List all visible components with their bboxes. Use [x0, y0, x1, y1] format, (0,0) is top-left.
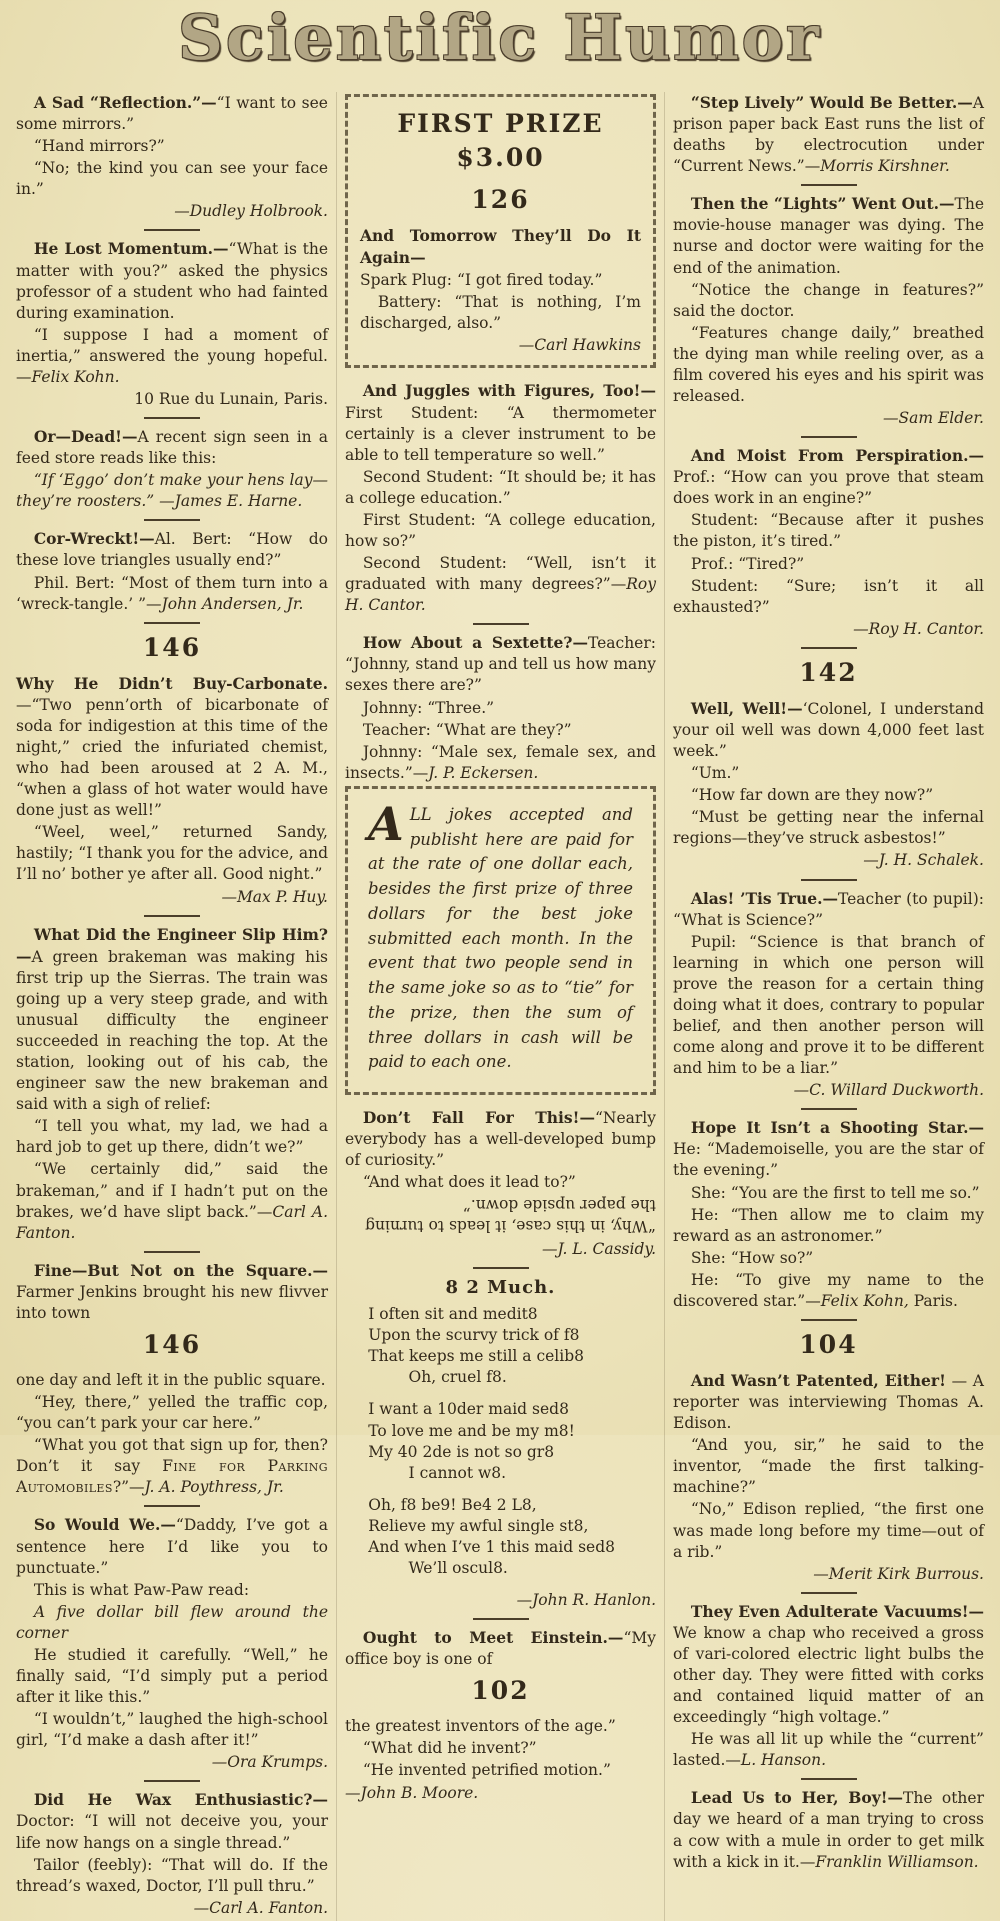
joke-paragraph: She: “You are the first to tell me so.” — [690, 1183, 980, 1202]
joke-why-he-didnt-buy-carbonate — [16, 631, 328, 908]
joke-paragraph: And Moist From Perspiration.—Prof.: “How can you prove that steam does work in an engine?” — [673, 446, 984, 508]
signature-line: —J. L. Cassidy. — [541, 1239, 656, 1258]
joke-paragraph: Or—Dead!—A recent sign seen in a feed store reads like this: — [16, 427, 328, 468]
section-divider — [473, 623, 529, 625]
joke-paragraph: “We certainly did,” said the brakeman,” and if I hadn’t put on the brakes, we’d have slipt back.”—Carl A. Fanton. — [16, 1160, 328, 1242]
joke-paragraph: Student: “Because after it pushes the piston, it’s tired.” — [673, 511, 984, 551]
section-divider — [144, 229, 200, 231]
poem-line: We’ll oscul8. — [408, 1559, 508, 1577]
joke-paragraph: “No,” Edison replied, “the first one was made long before my time—out of a rib.” — [673, 1500, 984, 1561]
joke-paragraph: A five dollar bill flew around the corner — [16, 1602, 328, 1642]
joke-8-2-much-poem — [345, 1276, 656, 1611]
signature-line: 10 Rue du Lunain, Paris. — [134, 390, 328, 409]
joke-paragraph: Fine—But Not on the Square.—Farmer Jenkins brought his new flivver into town — [16, 1260, 328, 1322]
joke-paragraph: Hope It Isn’t a Shooting Star.—He: “Mademoiselle, you are the star of the evening.” — [673, 1118, 984, 1180]
joke-paragraph: the greatest inventors of the age.” — [345, 1717, 616, 1736]
joke-paragraph: So Would We.—“Daddy, I’ve got a sentence here I’d like you to punctuate.” — [16, 1515, 328, 1577]
poem-line: Relieve my awful single st8, — [368, 1516, 589, 1535]
joke-paragraph: “If ‘Eggo’ don’t make your hens lay—they’re roosters.” —James E. Harne. — [16, 471, 328, 511]
upside-down-punchline: “Why, in this case, it leads to turning the paper upside down.” — [365, 1196, 656, 1236]
chemist-and-scotsman-cartoon: 146 — [142, 632, 202, 662]
poem-line: I cannot w8. — [408, 1463, 507, 1482]
joke-paragraph: A Sad “Reflection.”—“I want to see some mirrors.” — [16, 93, 328, 134]
poem-line: I often sit and medit8 — [368, 1305, 538, 1324]
section-divider — [144, 1780, 200, 1782]
section-divider — [144, 1251, 200, 1253]
poem-line: I want a 10der maid sed8 — [368, 1400, 569, 1419]
poem-stanza — [345, 1495, 656, 1579]
section-divider — [473, 1267, 529, 1269]
signature-line: —Merit Kirk Burrous. — [813, 1564, 984, 1583]
signature-line: —Carl Hawkins — [518, 336, 641, 355]
joke-paragraph: “I suppose I had a moment of inertia,” answered the young hopeful.—Felix Kohn. — [16, 325, 328, 386]
joke-so-would-we — [16, 1514, 328, 1773]
joke-paragraph: Teacher: “What are they?” — [362, 720, 572, 739]
joke-did-he-wax-enthusiastic — [16, 1789, 328, 1918]
joke-ought-to-meet-einstein — [345, 1627, 656, 1803]
page-title: Scientific Humor — [178, 1, 822, 74]
joke-paragraph: Student: “Sure; isn’t it all exhausted?” — [673, 576, 984, 616]
joke-paragraph: “And you, sir,” he said to the inventor, “made the first talking-machine?” — [673, 1436, 984, 1497]
joke-paragraph: —John B. Moore. — [345, 1783, 479, 1802]
joke-paragraph: Phil. Bert: “Most of them turn into a ‘wreck-tangle.’ ”—John Andersen, Jr. — [16, 573, 328, 613]
joke-paragraph: “He invented petrified motion.” — [362, 1761, 611, 1780]
section-divider — [801, 1108, 857, 1110]
poem-stanza — [345, 1399, 656, 1483]
signature-line: —Sam Elder. — [883, 409, 984, 428]
joke-paragraph: And Tomorrow They’ll Do It Again— — [360, 226, 641, 268]
joke-paragraph: First Student: “A college education, how so?” — [345, 510, 656, 551]
joke-paragraph: “I wouldn’t,” laughed the high-school girl, “I’d make a dash after it!” — [16, 1710, 328, 1750]
joke-paragraph: Tailor (feebly): “That will do. If the thread’s waxed, Doctor, I’ll pull thru.” — [16, 1855, 328, 1895]
signature-line: —Carl A. Fanton. — [193, 1898, 328, 1917]
joke-and-juggles-with-figures — [345, 380, 656, 616]
joke-paragraph: Then the “Lights” Went Out.—The movie-house manager was dying. The nurse and doctor were waiting for the end of the animation. — [673, 194, 984, 277]
joke-hope-it-isnt-a-shooting-star — [673, 1117, 984, 1312]
middle-column — [336, 92, 664, 1921]
joke-paragraph: She: “How so?” — [690, 1248, 814, 1267]
joke-paragraph: He Lost Momentum.—“What is the matter with you?” asked the physics professor of a student who had fainted during examination. — [16, 239, 328, 322]
joke-dont-fall-for-this — [345, 1107, 656, 1260]
joke-paragraph: He: “To give my name to the discovered star.”—Felix Kohn, Paris. — [673, 1270, 984, 1310]
joke-paragraph: Second Student: “It should be; it has a college education.” — [345, 467, 656, 507]
poem-stanza — [345, 1304, 656, 1388]
joke-and-wasnt-patented-either — [673, 1328, 984, 1585]
joke-paragraph: How About a Sextette?—Teacher: “Johnny, stand up and tell us how many sexes there are?” — [345, 633, 656, 695]
spark-plug-and-battery-cartoon: 126 — [471, 185, 530, 214]
section-divider — [144, 519, 200, 521]
joke-or-dead — [16, 426, 328, 512]
joke-a-sad-reflection — [16, 92, 328, 222]
joke-paragraph: “Weel, weel,” returned Sandy, hastily; “I thank you for the advice, and I’ll no’ bother ye after all. Good night.” — [16, 823, 328, 884]
joke-paragraph: They Even Adulterate Vacuums!—We know a chap who received a gross of vari-colored electric light bulbs the other day. They were fitted with corks and contained liquid matter of an exceedingly “high voltage.” — [673, 1601, 984, 1727]
joke-paragraph: Ought to Meet Einstein.—“My office boy is one of — [345, 1628, 656, 1669]
joke-they-even-adulterate-vacuums — [673, 1601, 984, 1772]
signature-line: —Max P. Huy. — [221, 887, 328, 906]
joke-paragraph: “Notice the change in features?” said the doctor. — [673, 280, 984, 320]
joke-paragraph: Why He Didn’t Buy-Carbonate.—“Two penn’orth of bicarbonate of soda for indigestion at this time of the night,” cried the infuriated chemist, who had been aroused at 2 A. M., “when a glass of hot water would have done just as well!” — [16, 673, 328, 820]
edison-interview-cartoon: 104 — [799, 1329, 858, 1359]
joke-paragraph: Prof.: “Tired?” — [690, 554, 805, 573]
joke-paragraph: Second Student: “Well, isn’t it graduated with many degrees?”—Roy H. Cantor. — [345, 554, 656, 615]
section-divider — [801, 1592, 857, 1594]
poem-line: And when I’ve 1 this maid sed8 — [368, 1537, 616, 1556]
joke-fine-but-not-on-the-square — [16, 1260, 328, 1499]
joke-lead-us-to-her-boy — [673, 1787, 984, 1872]
joke-how-about-a-sextette — [345, 632, 656, 784]
joke-paragraph: “Hand mirrors?” — [33, 137, 165, 156]
joke-step-lively-would-be-better — [673, 92, 984, 177]
section-divider — [144, 1505, 200, 1507]
poem-line: Upon the scurvy trick of f8 — [368, 1326, 580, 1345]
masthead — [0, 0, 1000, 88]
joke-paragraph: Johnny: “Male sex, female sex, and insects.”—J. P. Eckersen. — [345, 742, 656, 782]
joke-paragraph: Cor-Wreckt!—Al. Bert: “How do these love triangles usually end?” — [16, 529, 328, 570]
joke-paragraph: He was all lit up while the “current” lasted.—L. Hanson. — [673, 1730, 984, 1770]
joke-cor-wreckt — [16, 528, 328, 614]
contest-notice-box — [345, 786, 656, 1095]
joke-paragraph: Johnny: “Three.” — [362, 698, 495, 717]
poem-line: Oh, f8 be9! Be4 2 L8, — [368, 1495, 537, 1514]
joke-paragraph: one day and left it in the public square. — [16, 1370, 326, 1389]
signature-line: —Ora Krumps. — [211, 1753, 328, 1772]
joke-alas-tis-true — [673, 888, 984, 1102]
joke-paragraph: And Wasn’t Patented, Either! — A reporter was interviewing Thomas A. Edison. — [673, 1370, 984, 1433]
joke-paragraph: “I tell you what, my lad, we had a hard job to get up there, didn’t we?” — [16, 1117, 328, 1157]
joke-paragraph: Spark Plug: “I got fired today.” — [360, 271, 603, 290]
poem-line: To love me and be my m8! — [368, 1421, 575, 1440]
section-divider — [801, 879, 857, 881]
signature-line: —Roy H. Cantor. — [853, 619, 984, 638]
joke-paragraph: “And what does it lead to?” — [362, 1173, 576, 1192]
joke-then-the-lights-went-out — [673, 193, 984, 429]
joke-well-well — [673, 656, 984, 872]
section-divider — [801, 184, 857, 186]
joke-paragraph: “How far down are they now?” — [690, 786, 934, 805]
signature-line: —C. Willard Duckworth. — [793, 1081, 984, 1100]
signature-line: —John R. Hanlon. — [516, 1591, 656, 1610]
joke-paragraph: This is what Paw-Paw read: — [33, 1580, 250, 1599]
joke-paragraph: He studied it carefully. “Well,” he finally said, “I’d simply put a period after it like this.” — [16, 1645, 328, 1707]
section-divider — [801, 647, 857, 649]
oil-derrick-cartoon: 142 — [799, 657, 858, 687]
joke-paragraph: Lead Us to Her, Boy!—The other day we heard of a man trying to cross a cow with a mule in order to get milk with a kick in it.—Franklin Williamson. — [673, 1788, 984, 1871]
joke-paragraph: Don’t Fall For This!—“Nearly everybody has a well-developed bump of curiosity.” — [345, 1108, 656, 1170]
joke-he-lost-momentum — [16, 238, 328, 410]
section-divider — [801, 436, 857, 438]
joke-paragraph: “Um.” — [690, 764, 740, 783]
section-divider — [144, 622, 200, 624]
columns-container — [0, 88, 1000, 1921]
section-divider — [144, 417, 200, 419]
poem-line: That keeps me still a celib8 — [368, 1347, 585, 1366]
section-divider — [801, 1778, 857, 1780]
joke-paragraph: ALL jokes accepted and publisht here are paid for at the rate of one dollar each, besides the first prize of three dollars for the best joke submitted each month. In the event that two people send in the same joke so as to “tie” for the prize, then the sum of three dollars in cash will be paid to each one. — [368, 796, 633, 1072]
first-prize-heading: FIRST PRIZE $3.00 — [397, 109, 604, 172]
joke-paragraph: What Did the Engineer Slip Him?—A green brakeman was making his first trip up the Sierras. The train was going up a very steep grade, and with unusual difficulty the engineer succeeded in reaching the top. At the station, looking out of his cab, the engineer saw the new brakeman and said with a sigh of relief: — [16, 924, 328, 1114]
joke-what-did-the-engineer-slip-him — [16, 924, 328, 1244]
section-divider — [473, 1618, 529, 1620]
poem-title: 8 2 Much. — [445, 1276, 556, 1298]
joke-paragraph: “No; the kind you can see your face in.” — [16, 159, 328, 199]
joke-paragraph: He: “Then allow me to claim my reward as an astronomer.” — [673, 1205, 984, 1245]
joke-paragraph: “Step Lively” Would Be Better.—A prison paper back East runs the list of deaths by electrocution under “Current News.”—Morris Kirshner. — [673, 93, 984, 176]
joke-paragraph: “Features change daily,” breathed the dying man while reeling over, as a film covered his eyes and his spirit was released. — [673, 323, 984, 406]
joke-paragraph: Alas! ’Tis True.—Teacher (to pupil): “What is Science?” — [673, 888, 984, 929]
section-divider — [801, 1319, 857, 1321]
poem-line: Oh, cruel f8. — [408, 1368, 507, 1387]
signature-line: —J. H. Schalek. — [863, 851, 984, 870]
office-boy-spiderweb-cartoon: 102 — [471, 1676, 530, 1706]
left-column — [8, 92, 336, 1921]
joke-and-moist-from-perspiration — [673, 445, 984, 640]
section-divider — [144, 915, 200, 917]
joke-paragraph: Battery: “That is nothing, I’m discharged, also.” — [360, 293, 641, 333]
first-prize-box — [345, 94, 656, 368]
right-column — [664, 92, 992, 1921]
joke-paragraph: Well, Well!—‘Colonel, I understand your oil well was down 4,000 feet last week.” — [673, 698, 984, 761]
joke-paragraph: And Juggles with Figures, Too!—First Student: “A thermometer certainly is a clever instrument to be able to tell temperature so well.” — [345, 381, 656, 464]
joke-paragraph: Did He Wax Enthusiastic?—Doctor: “I will not deceive you, your life now hangs on a single thread.” — [16, 1790, 328, 1852]
joke-paragraph: “Hey, there,” yelled the traffic cop, “you can’t park your car here.” — [16, 1393, 328, 1433]
poem-line: My 40 2de is not so gr8 — [368, 1442, 555, 1461]
fine-for-parking-sign-cartoon: 146 — [142, 1329, 202, 1359]
joke-paragraph: “Must be getting near the infernal regions—they’ve struck asbestos!” — [673, 808, 984, 848]
joke-paragraph: Pupil: “Science is that branch of learning in which one person will prove the reason for a certain thing doing what it does, contrary to popular belief, and then another person will come along and prove it to be different and him to be a liar.” — [673, 932, 984, 1078]
signature-line: —Dudley Holbrook. — [174, 202, 328, 221]
joke-paragraph: “What you got that sign up for, then? Don’t it say Fine for Parking Automobiles?”—J. A. Poythress, Jr. — [16, 1436, 328, 1497]
joke-paragraph: “What did he invent?” — [362, 1739, 537, 1758]
